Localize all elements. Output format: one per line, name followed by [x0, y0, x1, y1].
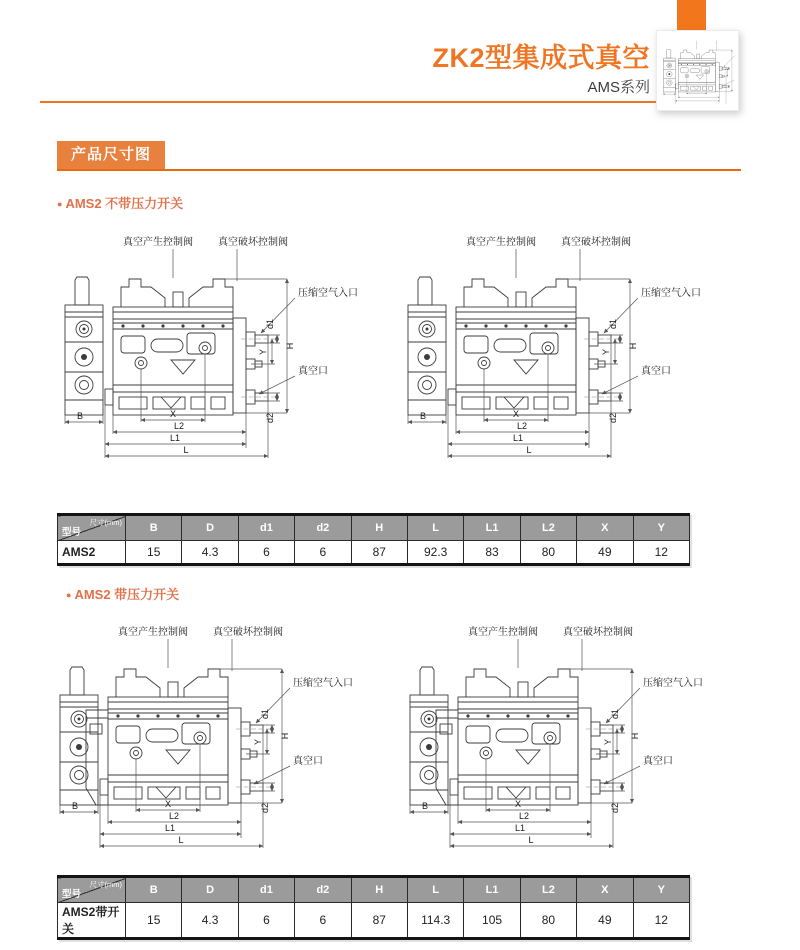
label-vacuum-port: 真空口 — [293, 756, 323, 767]
label-vacuum-generate-valve: 真空产生控制阀 — [468, 627, 538, 638]
table-header-row — [58, 515, 690, 541]
dim-b-label: B — [76, 411, 84, 421]
drawing-ams2-no-switch-right — [398, 232, 743, 472]
label-vacuum-port: 真空口 — [298, 366, 328, 377]
dim-d1-label: d1 — [608, 318, 618, 330]
value-cell: 80 — [520, 903, 576, 939]
corner-unit-label: 尺寸(mm) — [89, 518, 122, 527]
dim-l2-label: L2 — [516, 421, 528, 431]
page-title: ZK2型集成式真空 — [432, 43, 650, 73]
label-vacuum-port: 真空口 — [641, 366, 671, 377]
dim-d2-label: d2 — [260, 802, 270, 814]
value-cell: 12 — [633, 903, 689, 939]
dim-y-label: Y — [603, 738, 613, 746]
dim-l1-label: L1 — [512, 433, 524, 443]
table-header-row — [58, 877, 690, 903]
label-vacuum-break-valve: 真空破坏控制阀 — [561, 237, 631, 248]
section-heading-with-switch: ● AMS2 带压力开关 — [66, 584, 179, 603]
label-vacuum-generate-valve: 真空产生控制阀 — [118, 627, 188, 638]
label-vacuum-generate-valve: 真空产生控制阀 — [466, 237, 536, 248]
col-header: B — [126, 515, 182, 541]
col-header: d2 — [295, 515, 351, 541]
dim-l1-label: L1 — [169, 433, 181, 443]
drawing-ams2-no-switch-left — [55, 232, 400, 472]
col-header: d1 — [238, 515, 294, 541]
col-header: Y — [633, 515, 689, 541]
col-header: X — [577, 877, 633, 903]
dim-l1-label: L1 — [164, 823, 176, 833]
value-cell: 4.3 — [182, 903, 238, 939]
dim-l2-label: L2 — [518, 811, 530, 821]
drawing-ams2-with-switch-right — [400, 622, 745, 862]
col-header: d2 — [295, 877, 351, 903]
dim-x-label: X — [512, 409, 520, 419]
label-air-inlet: 压缩空气入口 — [293, 678, 353, 689]
value-cell: 12 — [633, 541, 689, 565]
col-header: L2 — [520, 515, 576, 541]
value-cell: 6 — [295, 903, 351, 939]
value-cell: 15 — [126, 541, 182, 565]
dim-l2-label: L2 — [173, 421, 185, 431]
dim-b-label: B — [419, 411, 427, 421]
dim-l1-label: L1 — [514, 823, 526, 833]
dim-l-label: L — [178, 835, 184, 845]
dim-l-label: L — [526, 445, 532, 455]
section-banner-underline — [57, 169, 741, 171]
dim-d1-label: d1 — [610, 708, 620, 720]
corner-model-label: 型号 — [62, 527, 82, 538]
dim-l-label: L — [528, 835, 534, 845]
value-cell: 80 — [520, 541, 576, 565]
value-cell: 6 — [238, 903, 294, 939]
dim-d2-label: d2 — [608, 412, 618, 424]
col-header: B — [126, 877, 182, 903]
corner-unit-label: 尺寸(mm) — [89, 880, 122, 889]
col-header: H — [351, 877, 407, 903]
dim-d1-label: d1 — [265, 318, 275, 330]
label-vacuum-break-valve: 真空破坏控制阀 — [213, 627, 283, 638]
col-header: L — [407, 877, 463, 903]
dimension-table-2 — [57, 875, 690, 940]
model-cell: AMS2 — [58, 541, 126, 565]
label-vacuum-port: 真空口 — [643, 756, 673, 767]
dim-d1-label: d1 — [260, 708, 270, 720]
col-header: L — [407, 515, 463, 541]
dim-x-label: X — [164, 799, 172, 809]
table-row — [58, 903, 690, 939]
dim-h-label: H — [628, 342, 638, 350]
dim-b-label: B — [421, 801, 429, 811]
dim-x-label: X — [169, 409, 177, 419]
label-vacuum-break-valve: 真空破坏控制阀 — [563, 627, 633, 638]
label-air-inlet: 压缩空气入口 — [643, 678, 703, 689]
corner-ribbon — [677, 0, 706, 31]
product-thumbnail-card — [656, 30, 739, 111]
value-cell: 83 — [464, 541, 520, 565]
col-header: X — [577, 515, 633, 541]
col-header: H — [351, 515, 407, 541]
value-cell: 105 — [464, 903, 520, 939]
col-header: D — [182, 877, 238, 903]
model-cell: AMS2带开关 — [58, 903, 126, 939]
dim-b-label: B — [71, 801, 79, 811]
diagonal-corner-cell — [58, 515, 126, 541]
value-cell: 49 — [577, 541, 633, 565]
value-cell: 92.3 — [407, 541, 463, 565]
value-cell: 4.3 — [182, 541, 238, 565]
dim-d2-label: d2 — [610, 802, 620, 814]
dim-y-label: Y — [253, 738, 263, 746]
dim-l2-label: L2 — [168, 811, 180, 821]
product-thumbnail-drawing — [661, 38, 735, 104]
col-header: d1 — [238, 877, 294, 903]
dim-l-label: L — [183, 445, 189, 455]
col-header: L1 — [464, 877, 520, 903]
series-subtitle: AMS系列 — [587, 79, 650, 96]
value-cell: 15 — [126, 903, 182, 939]
dim-y-label: Y — [258, 348, 268, 356]
value-cell: 6 — [295, 541, 351, 565]
dim-d2-label: d2 — [265, 412, 275, 424]
col-header: D — [182, 515, 238, 541]
label-vacuum-break-valve: 真空破坏控制阀 — [218, 237, 288, 248]
header-divider — [40, 101, 657, 103]
value-cell: 114.3 — [407, 903, 463, 939]
value-cell: 87 — [351, 541, 407, 565]
table-row — [58, 541, 690, 565]
label-air-inlet: 压缩空气入口 — [641, 288, 701, 299]
dim-y-label: Y — [601, 348, 611, 356]
diagonal-corner-cell — [58, 877, 126, 903]
value-cell: 87 — [351, 903, 407, 939]
dim-h-label: H — [285, 342, 295, 350]
value-cell: 6 — [238, 541, 294, 565]
col-header: L1 — [464, 515, 520, 541]
drawing-ams2-with-switch-left — [50, 622, 395, 862]
col-header: L2 — [520, 877, 576, 903]
label-air-inlet: 压缩空气入口 — [298, 288, 358, 299]
col-header: Y — [633, 877, 689, 903]
value-cell: 49 — [577, 903, 633, 939]
dim-h-label: H — [630, 732, 640, 740]
dimension-table-1 — [57, 513, 690, 566]
corner-model-label: 型号 — [62, 889, 82, 900]
section-banner: 产品尺寸图 — [57, 141, 165, 169]
dim-x-label: X — [514, 799, 522, 809]
dim-h-label: H — [280, 732, 290, 740]
label-vacuum-generate-valve: 真空产生控制阀 — [123, 237, 193, 248]
section-heading-no-switch: ● AMS2 不带压力开关 — [57, 193, 183, 212]
